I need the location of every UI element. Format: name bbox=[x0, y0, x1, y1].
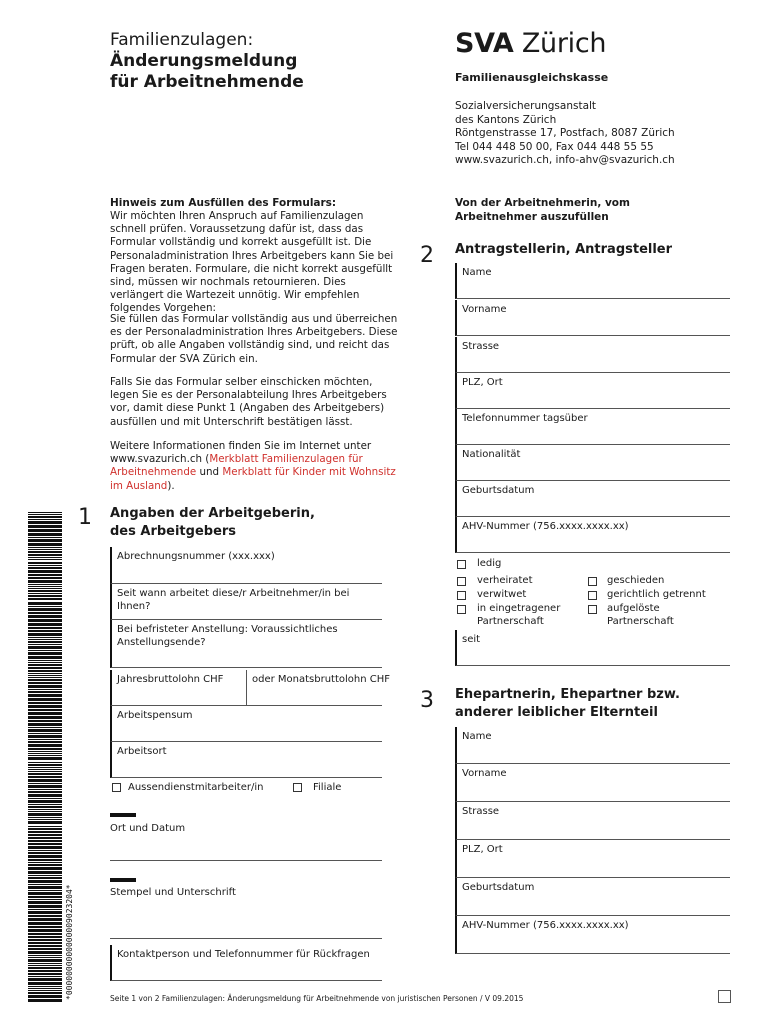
stempel-line[interactable] bbox=[110, 938, 382, 939]
address-line: www.svazurich.ch, info-ahv@svazurich.ch bbox=[455, 154, 675, 166]
section-2-number: 2 bbox=[420, 243, 434, 268]
arbeitsort-field[interactable] bbox=[110, 742, 382, 778]
kontakt-field[interactable] bbox=[110, 945, 382, 981]
link-merkblatt-ausland[interactable]: Merkblatt für Kinder mit Wohnsitz im Ausland bbox=[110, 466, 396, 492]
corner-marker bbox=[718, 990, 731, 1003]
jahresbrutto-field[interactable] bbox=[110, 670, 246, 706]
verwitwet-checkbox[interactable] bbox=[457, 591, 466, 600]
address-line: Sozialversicherungsanstalt bbox=[455, 100, 597, 112]
field-label: AHV-Nummer (756.xxxx.xxxx.xx) bbox=[462, 920, 629, 931]
address-line: Tel 044 448 50 00, Fax 044 448 55 55 bbox=[455, 140, 654, 153]
field-label: Strasse bbox=[462, 806, 500, 817]
org-name: Familienausgleichskasse bbox=[455, 71, 609, 84]
field-label: Bei befristeter Anstellung: Voraussichtliches Anstellungsende? bbox=[117, 624, 338, 648]
logo-bold: SVA bbox=[455, 28, 514, 59]
field-label: Strasse bbox=[462, 341, 500, 352]
s3-ahv-field[interactable] bbox=[455, 916, 730, 954]
field-label: seit bbox=[462, 634, 481, 645]
verheiratet-checkbox[interactable] bbox=[457, 577, 466, 586]
title-line-3: für Arbeitnehmende bbox=[110, 72, 304, 92]
stempel-marker bbox=[110, 878, 136, 882]
field-label: Geburtsdatum bbox=[462, 882, 535, 893]
s2-plz-field[interactable] bbox=[455, 373, 730, 409]
title-line-1: Familienzulagen: bbox=[110, 30, 254, 50]
field-label: Jahresbruttolohn CHF bbox=[117, 674, 224, 685]
logo-rest: Zürich bbox=[521, 28, 607, 59]
ort-datum-label: Ort und Datum bbox=[110, 823, 186, 834]
right-column-heading: Von der Arbeitnehmerin, vom Arbeitnehmer auszufüllen bbox=[455, 197, 630, 223]
field-label: Name bbox=[462, 731, 492, 742]
verwitwet-label: verwitwet bbox=[477, 589, 527, 600]
aussendienst-checkbox[interactable] bbox=[112, 783, 121, 792]
befristet-field[interactable] bbox=[110, 620, 382, 668]
section-3-title-line-2: anderer leiblicher Elternteil bbox=[455, 705, 658, 720]
eingetragen-checkbox[interactable] bbox=[457, 605, 466, 614]
s2-name-field[interactable] bbox=[455, 263, 730, 299]
para4-end: ). bbox=[167, 479, 175, 492]
field-label: Nationalität bbox=[462, 449, 521, 460]
instructions-para-4 bbox=[110, 440, 400, 493]
field-label: Telefonnummer tagsüber bbox=[462, 413, 588, 424]
section-3-number: 3 bbox=[420, 688, 434, 713]
section-1-title bbox=[110, 505, 315, 541]
form-title bbox=[110, 30, 304, 93]
aufgeloest-checkbox[interactable] bbox=[588, 605, 597, 614]
s3-geburtsdatum-field[interactable] bbox=[455, 878, 730, 916]
abrechnungsnummer-field[interactable] bbox=[110, 547, 382, 584]
s3-plz-field[interactable] bbox=[455, 840, 730, 878]
para4-mid: und bbox=[196, 466, 223, 479]
stempel-label: Stempel und Unterschrift bbox=[110, 887, 236, 898]
ledig-label: ledig bbox=[477, 558, 502, 569]
section-1-title-line-2: des Arbeitgebers bbox=[110, 524, 237, 539]
field-label: Seit wann arbeitet diese/r Arbeitnehmer/in bei Ihnen? bbox=[117, 588, 350, 612]
field-label: Arbeitsort bbox=[117, 746, 167, 757]
aufgeloest-line-2: Partnerschaft bbox=[607, 616, 674, 627]
section-1-title-line-1: Angaben der Arbeitgeberin, bbox=[110, 506, 315, 521]
eingetragen-line-1: in eingetragener bbox=[477, 603, 561, 614]
field-label: Geburtsdatum bbox=[462, 485, 535, 496]
instructions-para-1: Wir möchten Ihren Anspruch auf Familienzulagen schnell prüfen. Voraussetzung dafür ist, dass das Formular vollständig und korrekt ausgefüllt ist. Die Personaladministration Ihres Arbeitgebers kann Sie bei Fragen beraten. Formulare, die nicht korrekt ausgefüllt sind, müssen wir nochmals retournieren. Dies verlängert die Wartezeit unnötig. Wir empfehlen folgendes Vorgehen: bbox=[110, 210, 394, 315]
page-footer: Seite 1 von 2 Familienzulagen: Änderungsmeldung für Arbeitnehmende von juristischen Personen / V 09.2015 bbox=[110, 994, 524, 1003]
sva-logo bbox=[455, 28, 606, 59]
field-label: Name bbox=[462, 267, 492, 278]
geschieden-label: geschieden bbox=[607, 575, 665, 586]
getrennt-checkbox[interactable] bbox=[588, 591, 597, 600]
s3-strasse-field[interactable] bbox=[455, 802, 730, 840]
field-label: Arbeitspensum bbox=[117, 710, 193, 721]
title-line-2: Änderungsmeldung bbox=[110, 51, 298, 71]
ort-datum-line[interactable] bbox=[110, 860, 382, 861]
filiale-label: Filiale bbox=[313, 782, 342, 793]
filiale-checkbox[interactable] bbox=[293, 783, 302, 792]
section-2-title: Antragstellerin, Antragsteller bbox=[455, 242, 673, 257]
getrennt-label: gerichtlich getrennt bbox=[607, 589, 706, 600]
s2-seit-field[interactable] bbox=[455, 630, 730, 666]
eingetragen-label bbox=[477, 602, 560, 628]
address-block bbox=[455, 100, 675, 168]
ort-datum-marker bbox=[110, 813, 136, 817]
field-label: PLZ, Ort bbox=[462, 377, 503, 388]
aufgeloest-label bbox=[607, 602, 674, 628]
s3-vorname-field[interactable] bbox=[455, 764, 730, 802]
instructions-para-3: Falls Sie das Formular selber einschicken möchten, legen Sie es der Personalabteilung Ihres Arbeitgebers vor, damit diese Punkt 1 (Angaben des Arbeitgebers) ausfüllen und mit Unterschrift bestätigen lässt. bbox=[110, 376, 387, 428]
s2-geburtsdatum-field[interactable] bbox=[455, 481, 730, 517]
section-3-title bbox=[455, 686, 680, 722]
address-line: Röntgenstrasse 17, Postfach, 8087 Zürich bbox=[455, 127, 675, 139]
section-3-title-line-1: Ehepartnerin, Ehepartner bzw. bbox=[455, 687, 680, 702]
s2-telefon-field[interactable] bbox=[455, 409, 730, 445]
s2-strasse-field[interactable] bbox=[455, 337, 730, 373]
field-label: Vorname bbox=[462, 304, 507, 315]
seit-wann-field[interactable] bbox=[110, 584, 382, 620]
field-label: PLZ, Ort bbox=[462, 844, 503, 855]
link-merkblatt-familienzulagen[interactable]: Merkblatt Familienzulagen für Arbeitnehmende bbox=[110, 453, 363, 479]
instructions-para-2: Sie füllen das Formular vollständig aus und überreichen es der Personaladministration Ihres Arbeitgebers. Diese prüft, ob alle Angaben vollständig sind, und reicht das Formular der SVA Zürich ein. bbox=[110, 313, 398, 365]
s2-vorname-field[interactable] bbox=[455, 300, 730, 336]
monatsbrutto-field[interactable] bbox=[246, 670, 391, 706]
address-line: des Kantons Zürich bbox=[455, 113, 557, 126]
barcode bbox=[28, 512, 74, 1002]
aussendienst-label: Aussendienstmitarbeiter/in bbox=[128, 782, 264, 793]
instructions-heading: Hinweis zum Ausfüllen des Formulars: bbox=[110, 197, 337, 209]
field-label: Vorname bbox=[462, 768, 507, 779]
eingetragen-line-2: Partnerschaft bbox=[477, 616, 544, 627]
geschieden-checkbox[interactable] bbox=[588, 577, 597, 586]
s2-nationalitaet-field[interactable] bbox=[455, 445, 730, 481]
ledig-checkbox[interactable] bbox=[457, 560, 466, 569]
field-label: AHV-Nummer (756.xxxx.xxxx.xx) bbox=[462, 521, 629, 532]
field-label: Abrechnungsnummer (xxx.xxx) bbox=[117, 551, 275, 562]
field-label: oder Monatsbruttolohn CHF bbox=[252, 674, 391, 685]
field-label: Kontaktperson und Telefonnummer für Rückfragen bbox=[117, 949, 370, 960]
barcode-text: *0000000000000009023204* bbox=[65, 884, 74, 1000]
para4-start: Weitere Informationen finden Sie im Internet unter www.svazurich.ch ( bbox=[110, 440, 372, 466]
s2-ahv-field[interactable] bbox=[455, 517, 730, 553]
s3-name-field[interactable] bbox=[455, 727, 730, 764]
section-1-number: 1 bbox=[78, 505, 92, 530]
arbeitspensum-field[interactable] bbox=[110, 706, 382, 742]
aufgeloest-line-1: aufgelöste bbox=[607, 603, 660, 614]
verheiratet-label: verheiratet bbox=[477, 575, 533, 586]
